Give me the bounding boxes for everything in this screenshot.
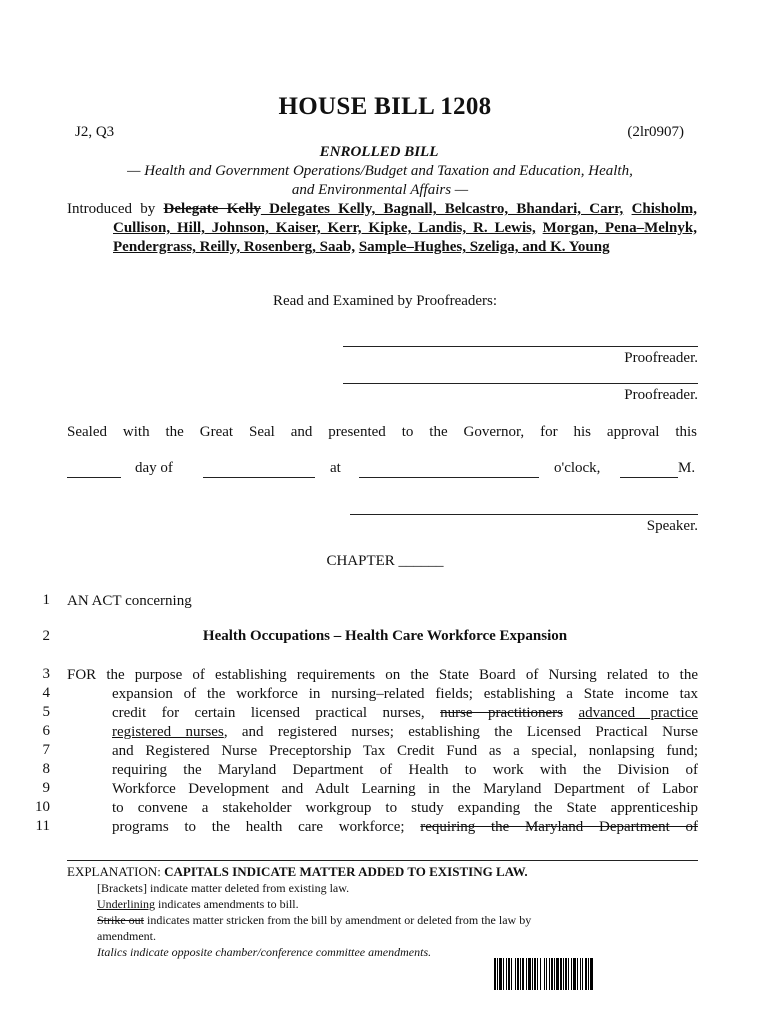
explanation-underlining <box>67 896 697 912</box>
sponsors-line-4: Sample–Hughes, Szeliga, and K. Young <box>358 239 610 255</box>
enrolled-label: ENROLLED BILL <box>319 144 439 160</box>
line-number: 2 <box>42 628 50 644</box>
sealed-statement: Sealed with the Great Seal and presented to the Governor, for his approval this <box>67 424 697 440</box>
time-blank <box>359 477 539 478</box>
act-concerning: AN ACT concerning <box>67 593 192 609</box>
introduced-by-label: Introduced by <box>67 201 164 217</box>
purpose-line-6 <box>67 723 698 742</box>
month-blank <box>203 477 315 478</box>
chapter-label: CHAPTER ______ <box>326 553 444 569</box>
struck-sponsor: Delegate Kelly <box>163 201 261 217</box>
explanation-label: EXPLANATION: <box>67 864 165 879</box>
sponsors-line-3: Morgan, Pena–Melnyk, Pendergrass, Reilly, Rosenberg, Saab, <box>113 220 697 255</box>
explanation-italics: Italics indicate opposite chamber/conference committee amendments. <box>97 945 432 959</box>
purpose-line-5-text: credit for certain licensed practical nurses, <box>112 705 441 721</box>
barcode-image <box>494 958 679 990</box>
amended-advanced-practice: advanced practice <box>578 705 699 721</box>
sponsors-line-2: Chisholm, Cullison, Hill, Johnson, Kaiser, Kerr, Kipke, Landis, R. Lewis, <box>113 201 698 236</box>
struck-nurse-practitioners: nurse practitioners <box>440 705 563 721</box>
purpose-line-4: expansion of the workforce in nursing–related fields; establishing a State income tax <box>112 686 698 702</box>
amended-registered-nurses: registered nurses <box>112 724 224 740</box>
barcode-bar <box>593 958 594 990</box>
date-fill-line <box>67 460 697 482</box>
line-number: 1 <box>42 592 50 608</box>
proofreader-signature-line-2 <box>343 383 698 384</box>
ampm-blank <box>620 477 678 478</box>
purpose-line-11-text: programs to the health care workforce; <box>112 819 421 835</box>
committee-line-2: and Environmental Affairs — <box>291 182 469 198</box>
purpose-line-10: to convene a stakeholder workgroup to study expanding the State apprenticeship <box>112 800 698 816</box>
strike-word: Strike out <box>97 913 144 927</box>
line-number: 4 <box>42 685 50 701</box>
bill-title: HOUSE BILL 1208 <box>278 93 492 120</box>
purpose-line-6-text: , and registered nurses; establishing the Licensed Practical Nurse <box>223 724 698 740</box>
speaker-signature-line <box>350 514 698 515</box>
purpose-line-8: requiring the Maryland Department of Health to work with the Division of <box>112 762 698 778</box>
committee-line-1: — Health and Government Operations/Budget and Taxation and Education, Health, <box>127 163 633 179</box>
at-label: at <box>330 460 341 476</box>
line-number: 6 <box>42 723 50 739</box>
brackets-text: indicate matter deleted from existing law. <box>146 881 350 895</box>
proofreaders-heading: Read and Examined by Proofreaders: <box>272 293 498 309</box>
short-title: Health Occupations – Health Care Workforce Expansion <box>202 628 568 644</box>
proofreader-signature-line-1 <box>343 346 698 347</box>
line-number: 8 <box>42 761 50 777</box>
purpose-line-3: FOR the purpose of establishing requirements on the State Board of Nursing related to the <box>67 667 698 683</box>
subject-codes: J2, Q3 <box>75 124 115 140</box>
explanation-brackets <box>67 880 697 896</box>
underlining-word: Underlining <box>97 897 155 911</box>
explanation-strike <box>67 912 697 928</box>
line-number: 9 <box>42 780 50 796</box>
purpose-line-5 <box>67 704 698 723</box>
purpose-paragraph <box>67 666 698 837</box>
speaker-label: Speaker. <box>646 518 698 534</box>
line-number: 7 <box>42 742 50 758</box>
purpose-line-7: and Registered Nurse Preceptorship Tax Credit Fund as a special, nonlapsing fund; <box>112 743 698 759</box>
purpose-line-9: Workforce Development and Adult Learning in the Maryland Department of Labor <box>112 781 698 797</box>
strike-text: indicates matter stricken from the bill by amendment or deleted from the law by <box>144 913 532 927</box>
purpose-line-11 <box>67 818 698 837</box>
proofreader-label-2: Proofreader. <box>624 387 698 403</box>
oclock-label: o'clock, <box>554 460 601 476</box>
explanation-strike-cont: amendment. <box>97 929 156 943</box>
explanation-divider <box>67 860 698 861</box>
explanation-caps-line <box>67 864 697 880</box>
underlining-text: indicates amendments to bill. <box>155 897 299 911</box>
sponsors-block <box>67 200 697 257</box>
explanation-block <box>67 864 697 960</box>
brackets-word: [Brackets] <box>97 881 147 895</box>
sponsors-paragraph <box>67 200 697 257</box>
line-number: 3 <box>42 666 50 682</box>
explanation-caps: CAPITALS INDICATE MATTER ADDED TO EXISTING LAW. <box>164 864 528 879</box>
day-of-label: day of <box>135 460 173 476</box>
day-blank <box>67 477 121 478</box>
sponsors-line-1: Delegates Kelly, Bagnall, Belcastro, Bhandari, Carr, <box>260 201 624 217</box>
m-label: M. <box>678 460 696 476</box>
line-number: 11 <box>35 818 50 834</box>
struck-requiring-department: requiring the Maryland Department of <box>420 819 698 835</box>
drafting-number: (2lr0907) <box>627 124 684 140</box>
proofreader-label-1: Proofreader. <box>624 350 698 366</box>
committee-line <box>80 162 680 200</box>
line-number: 10 <box>35 799 50 815</box>
line-number: 5 <box>42 704 50 720</box>
